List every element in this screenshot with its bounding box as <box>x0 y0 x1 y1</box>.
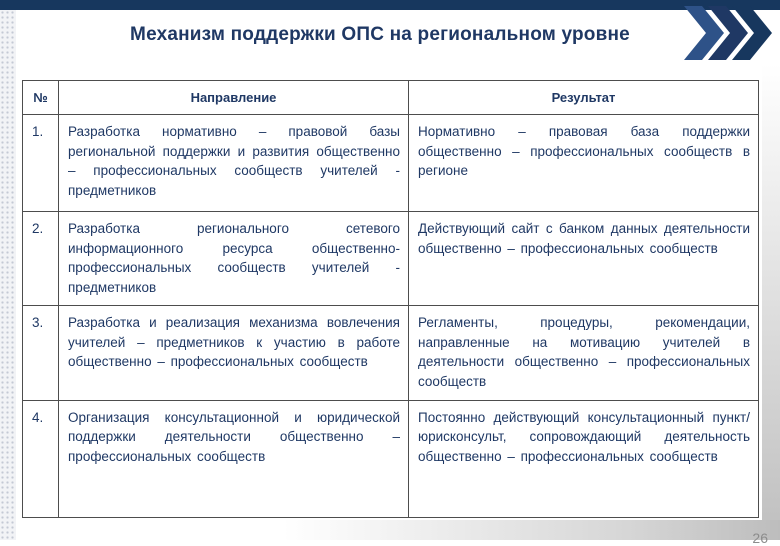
cell-direction: Разработка регионального сетевого информационного ресурса общественно-профессиональных сообществ учителей - предметников <box>59 212 409 306</box>
cell-direction: Организация консультационной и юридической поддержки деятельности общественно – профессиональных сообществ <box>59 400 409 517</box>
left-dotted-strip <box>0 10 16 540</box>
cell-result: Нормативно – правовая база поддержки общественно – профессиональных сообществ в регионе <box>409 115 759 212</box>
right-shade-band <box>762 64 780 540</box>
cell-row-number: 3. <box>23 306 59 400</box>
cell-row-number: 1. <box>23 115 59 212</box>
table-header-row <box>23 81 759 115</box>
cell-row-number: 4. <box>23 400 59 517</box>
support-table <box>22 80 759 518</box>
page-number: 26 <box>752 530 768 546</box>
triple-chevron-right-icon <box>684 6 780 60</box>
cell-row-number: 2. <box>23 212 59 306</box>
table-row <box>23 306 759 400</box>
table-row <box>23 400 759 517</box>
column-header-result: Результат <box>409 81 759 115</box>
cell-result: Постоянно действующий консультационный пункт/юрисконсульт, сопровождающий деятельность общественно – профессиональных сообществ <box>409 400 759 517</box>
column-header-num: № <box>23 81 59 115</box>
table-row <box>23 115 759 212</box>
cell-direction: Разработка и реализация механизма вовлечения учителей – предметников к участию в работе общественно – профессиональных сообществ <box>59 306 409 400</box>
cell-result: Действующий сайт с банком данных деятельности общественно – профессиональных сообществ <box>409 212 759 306</box>
cell-result: Регламенты, процедуры, рекомендации, направленные на мотивацию учителей в деятельности общественно – профессиональных сообществ <box>409 306 759 400</box>
bottom-shade-band <box>16 520 780 540</box>
table-row <box>23 212 759 306</box>
column-header-direction: Направление <box>59 81 409 115</box>
top-accent-bar <box>0 0 780 10</box>
slide-title: Механизм поддержки ОПС на региональном уровне <box>130 24 630 45</box>
cell-direction: Разработка нормативно – правовой базы региональной поддержки и развития общественно – профессиональных сообществ учителей - предметников <box>59 115 409 212</box>
